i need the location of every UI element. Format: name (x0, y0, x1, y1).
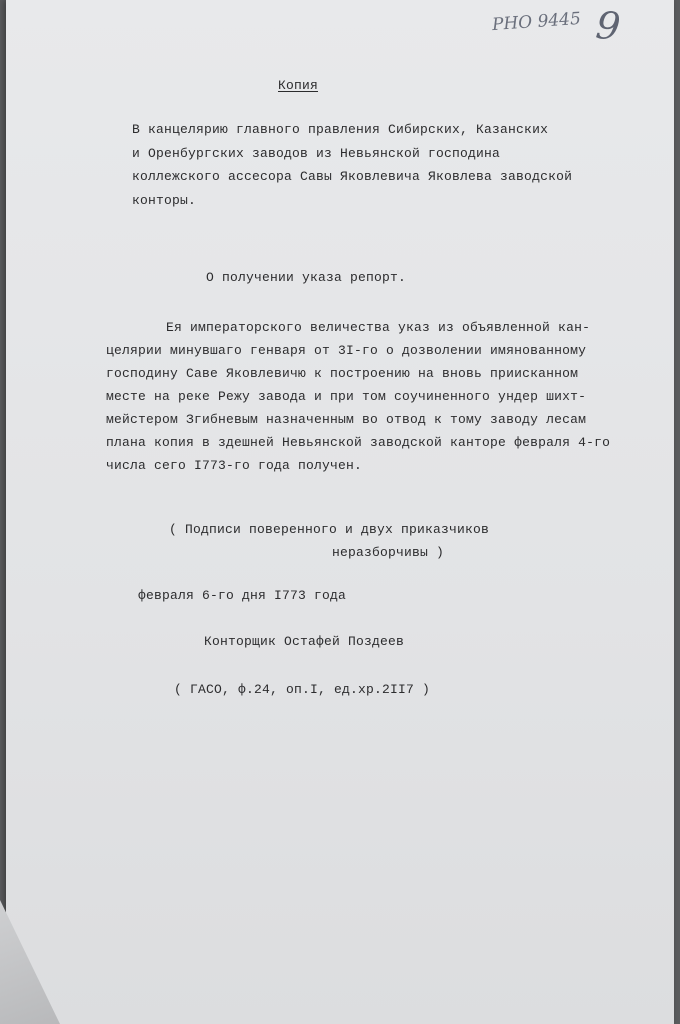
body-line: целярии минувшаго генваря от 3I-го о дозволении имянованному (106, 343, 587, 358)
document-heading: Копия (278, 78, 319, 93)
body-line: господину Саве Яковлевичю к построению на вновь приисканном (106, 366, 579, 381)
archive-number-annotation: PHO 9445 (491, 8, 582, 36)
body-line: мейстером Згибневым назначенным во отвод к тому заводу лесам (106, 412, 587, 427)
signatures-note: ( Подписи поверенного и двух приказчиков (169, 522, 490, 537)
body-line: Ея императорского величества указ из объявленной кан- (166, 320, 591, 335)
signatures-note-continued: неразборчивы ) (332, 545, 445, 560)
body-line: плана копия в здешней Невьянской заводской канторе февраля 4-го (106, 435, 611, 450)
body-line: числа сего I773-го года получен. (106, 458, 363, 473)
address-line: конторы. (132, 193, 197, 208)
page-number-annotation: 9 (593, 2, 623, 50)
clerk-signature: Конторщик Остафей Поздеев (204, 634, 405, 649)
archive-reference: ( ГАСО, ф.24, оп.I, ед.хр.2II7 ) (174, 682, 431, 697)
address-line: и Оренбургских заводов из Невьянской господина (132, 146, 501, 161)
document-page (6, 0, 674, 1024)
address-line: В канцелярию главного правления Сибирских, Казанских (132, 122, 549, 137)
address-line: коллежского ассесора Савы Яковлевича Яковлева заводской (132, 169, 573, 184)
body-line: месте на реке Режу завода и при том соучиненного ундер шихт- (106, 389, 587, 404)
document-date: февраля 6-го дня I773 года (138, 588, 347, 603)
document-subject: О получении указа репорт. (206, 270, 407, 285)
